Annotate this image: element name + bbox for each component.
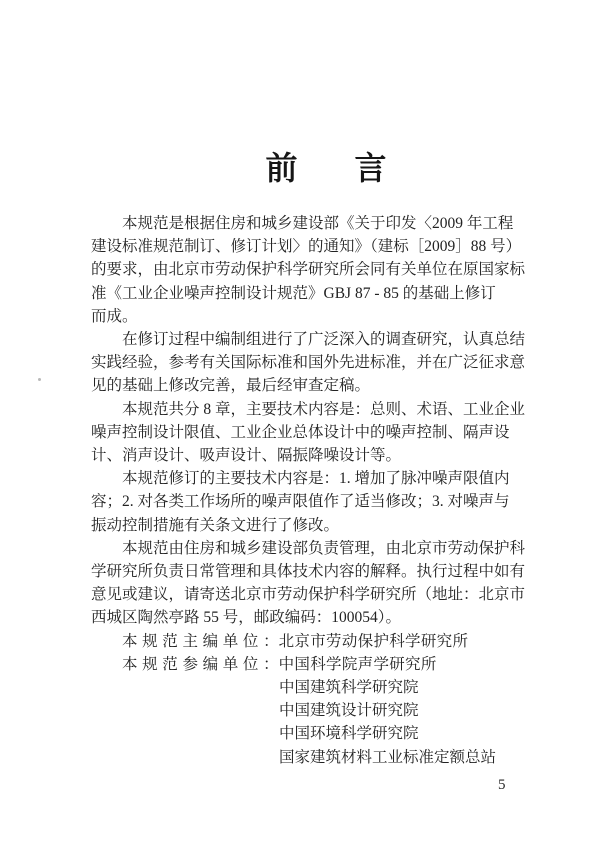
chief-editor-unit-row: [91, 630, 527, 653]
body-line: 建设标准规范制订、修订计划〉的通知》（建标［2009］88 号）: [91, 238, 522, 256]
body-line: 本规范共分 8 章，主要技术内容是：总则、术语、工业企业: [122, 400, 526, 418]
body-line: 在修订过程中编制组进行了广泛深入的调查研究，认真总结: [122, 331, 526, 349]
participant-unit-colon: ：: [263, 655, 279, 673]
body-line: 见的基础上修改完善，最后经审查定稿。: [91, 377, 371, 395]
participant-unit-value: 中国科学院声学研究所: [278, 655, 437, 673]
participant-unit-item: 中国建筑科学研究院: [279, 679, 419, 697]
body-line: 本规范由住房和城乡建设部负责管理，由北京市劳动保护科: [122, 539, 526, 557]
body-line: 准《工业企业噪声控制设计规范》GBJ 87 - 85 的基础上修订: [91, 284, 496, 302]
chief-editor-unit-label: 本规范主编单位: [122, 632, 264, 650]
body-line: 振动控制措施有关条文进行了修改。: [91, 516, 340, 534]
body-line: 本规范修订的主要技术内容是：1. 增加了脉冲噪声限值内: [122, 470, 510, 488]
page-title: [0, 151, 600, 185]
participant-unit-item: 中国环境科学研究院: [279, 725, 419, 743]
body-line: 意见或建议，请寄送北京市劳动保护科学研究所（地址：北京市: [91, 586, 526, 604]
body-line: 计、消声设计、吸声设计、隔振降噪设计等。: [91, 447, 402, 465]
body-line: 本规范是根据住房和城乡建设部《关于印发〈2009 年工程: [122, 215, 514, 232]
body-line: 容；2. 对各类工作场所的噪声限值作了适当修改；3. 对噪声与: [91, 493, 510, 511]
body-line: 西城区陶然亭路 55 号，邮政编码：100054）。: [91, 609, 402, 627]
body-line: 学研究所负责日常管理和具体技术内容的解释。执行过程中如有: [91, 563, 526, 581]
participant-unit-item: 国家建筑材料工业标准定额总站: [279, 748, 497, 766]
participant-unit-row: [91, 653, 527, 676]
page-title-char-2: 言: [354, 150, 387, 186]
scan-artifact-dot: [38, 378, 41, 381]
chief-editor-unit-colon: ：: [263, 632, 279, 650]
page-title-char-1: 前: [265, 150, 298, 186]
body-line: 而成。: [91, 307, 138, 325]
body-line: 的要求，由北京市劳动保护科学研究所会同有关单位在原国家标: [91, 261, 526, 279]
participant-unit-label: 本规范参编单位: [122, 655, 264, 673]
body-text: [91, 212, 527, 769]
participant-unit-item: 中国建筑设计研究院: [279, 702, 419, 720]
body-line: 实践经验，参考有关国际标准和国外先进标准，并在广泛征求意: [91, 354, 526, 372]
page-number: 5: [498, 777, 506, 793]
chief-editor-unit-value: 北京市劳动保护科学研究所: [278, 632, 469, 650]
body-line: 噪声控制设计限值、工业企业总体设计中的噪声控制、隔声设: [91, 423, 510, 441]
